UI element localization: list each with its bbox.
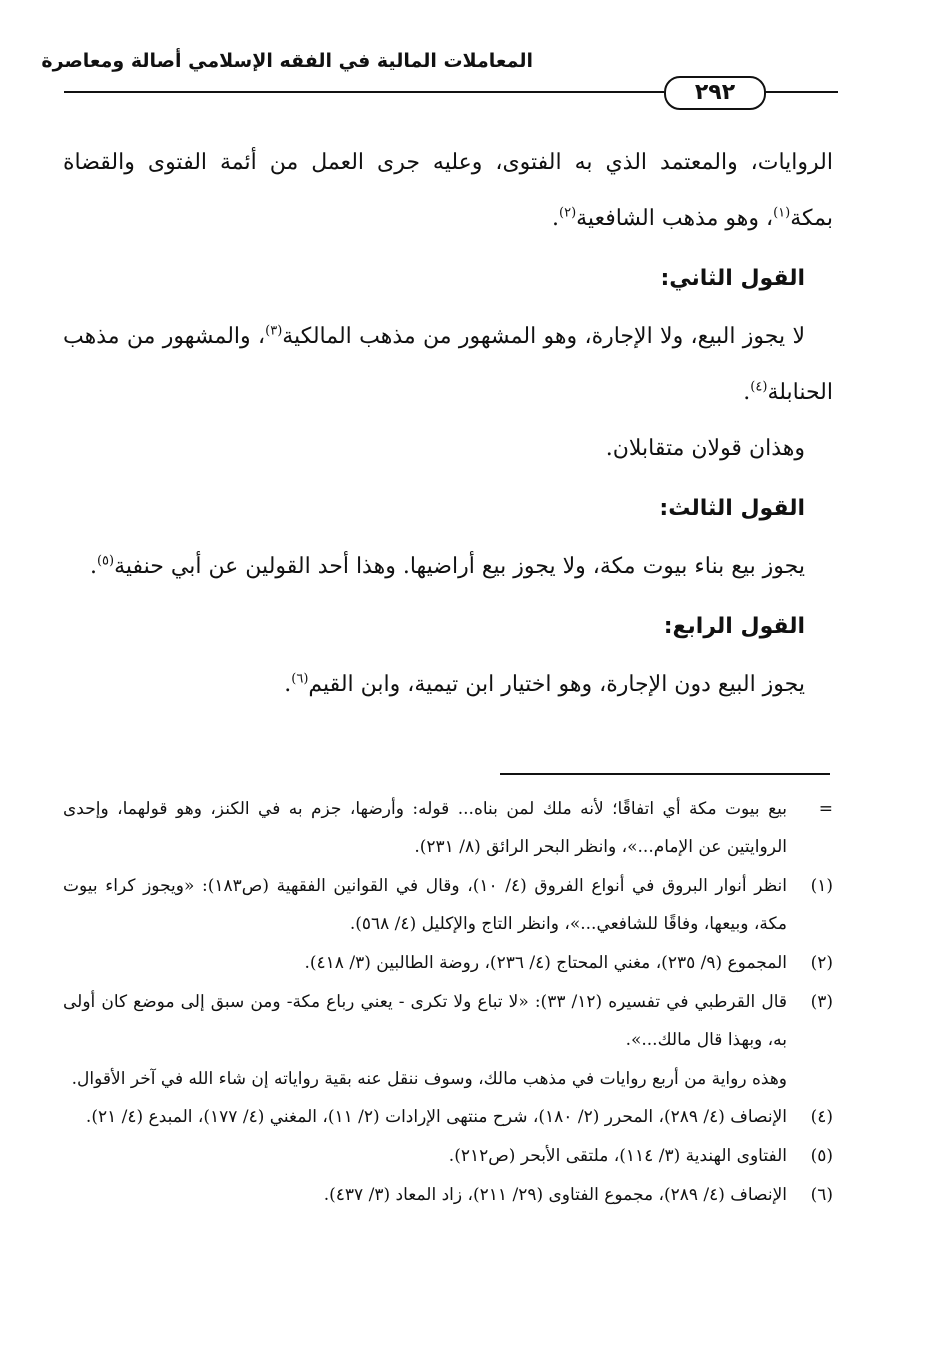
footnote-continuation: = بيع بيوت مكة أي اتفاقًا؛ لأنه ملك لمن بناه... قوله: وأرضها، جزم به في الكنز، وهو قولهما، وإحدى الروايتين عن الإمام...»، وانظر البحر الرائق (٨/ ٢٣١). <box>63 790 833 866</box>
footnote-marker: (٥) <box>810 1146 833 1166</box>
footnote-1: (١) انظر أنوار البروق في أنواع الفروق (٤/ ١٠)، وقال في القوانين الفقهية (ص١٨٣): «ويجوز كراء بيوت مكة، وبيعها، وفاقًا للشافعي...»، وانظر التاج والإكليل (٤/ ٥٦٨). <box>63 867 833 943</box>
footnote-2: (٢) المجموع (٩/ ٢٣٥)، مغني المحتاج (٤/ ٢٣٦)، روضة الطالبين (٣/ ٤١٨). <box>63 944 833 982</box>
footnote-marker: (٢) <box>810 953 833 973</box>
footnote-6: (٦) الإنصاف (٤/ ٢٨٩)، مجموع الفتاوى (٢٩/ ٢١١)، زاد المعاد (٣/ ٤٣٧). <box>63 1176 833 1214</box>
footnote-ref-6[interactable]: (٦) <box>291 671 309 687</box>
paragraph-3: وهذان قولان متقابلان. <box>605 436 805 461</box>
heading-fourth-opinion: القول الرابع: <box>663 614 805 639</box>
paragraph-1: الروايات، والمعتمد الذي به الفتوى، وعليه جرى العمل من أئمة الفتوى والقضاة بمكة$^{(١)}$، وهو مذهب الشافعية$^{(٢)}$. <box>63 150 833 231</box>
header-rule-left <box>64 91 664 93</box>
footnote-3-continuation: وهذه رواية من أربع روايات في مذهب مالك، وسوف ننقل عنه بقية رواياته إن شاء الله في آخر الأقوال. <box>71 1069 787 1089</box>
paragraph-4: يجوز بيع بناء بيوت مكة، ولا يجوز بيع أراضيها. وهذا أحد القولين عن أبي حنفية$^{(٥)}$. <box>89 553 805 579</box>
footnote-marker: (٦) <box>810 1185 833 1205</box>
footnote-marker: (٣) <box>810 992 833 1012</box>
footnote-marker: (٤) <box>810 1107 833 1127</box>
main-text <box>63 135 833 713</box>
footnotes <box>63 790 833 1215</box>
page-number: ٢٩٢ <box>664 76 766 110</box>
footnote-ref-3[interactable]: (٣) <box>265 323 283 339</box>
footnote-ref-1[interactable]: (١) <box>773 205 791 221</box>
footnote-ref-4[interactable]: (٤) <box>750 379 768 395</box>
running-title: المعاملات المالية في الفقه الإسلامي أصالة ومعاصرة <box>41 50 533 72</box>
footnote-4: (٤) الإنصاف (٤/ ٢٨٩)، المحرر (٢/ ١٨٠)، شرح منتهى الإرادات (٢/ ١١)، المغني (٤/ ١٧٧)، المبدع (٤/ ٢١). <box>63 1098 833 1136</box>
header-rule-right <box>762 91 838 93</box>
footnote-3: (٣) قال القرطبي في تفسيره (١٢/ ٣٣): «لا تباع ولا تكرى - يعني رباع مكة- ومن سبق إلى موضع كان أولى به، وبهذا قال مالك...». <box>63 983 833 1059</box>
footnote-separator <box>500 773 830 775</box>
footnote-marker: (١) <box>810 876 833 896</box>
footnote-ref-2[interactable]: (٢) <box>559 205 577 221</box>
heading-second-opinion: القول الثاني: <box>660 266 805 291</box>
footnote-5: (٥) الفتاوى الهندية (٣/ ١١٤)، ملتقى الأبحر (ص٢١٢). <box>63 1137 833 1175</box>
heading-third-opinion: القول الثالث: <box>659 496 805 521</box>
paragraph-5: يجوز البيع دون الإجارة، وهو اختيار ابن تيمية، وابن القيم$^{(٦)}$. <box>284 671 805 697</box>
footnote-continuation-marker: = <box>818 799 833 819</box>
paragraph-2: لا يجوز البيع، ولا الإجارة، وهو المشهور من مذهب المالكية$^{(٣)}$، والمشهور من مذهب الحنابلة$^{(٤)}$. <box>63 323 833 405</box>
footnote-ref-5[interactable]: (٥) <box>96 553 115 569</box>
